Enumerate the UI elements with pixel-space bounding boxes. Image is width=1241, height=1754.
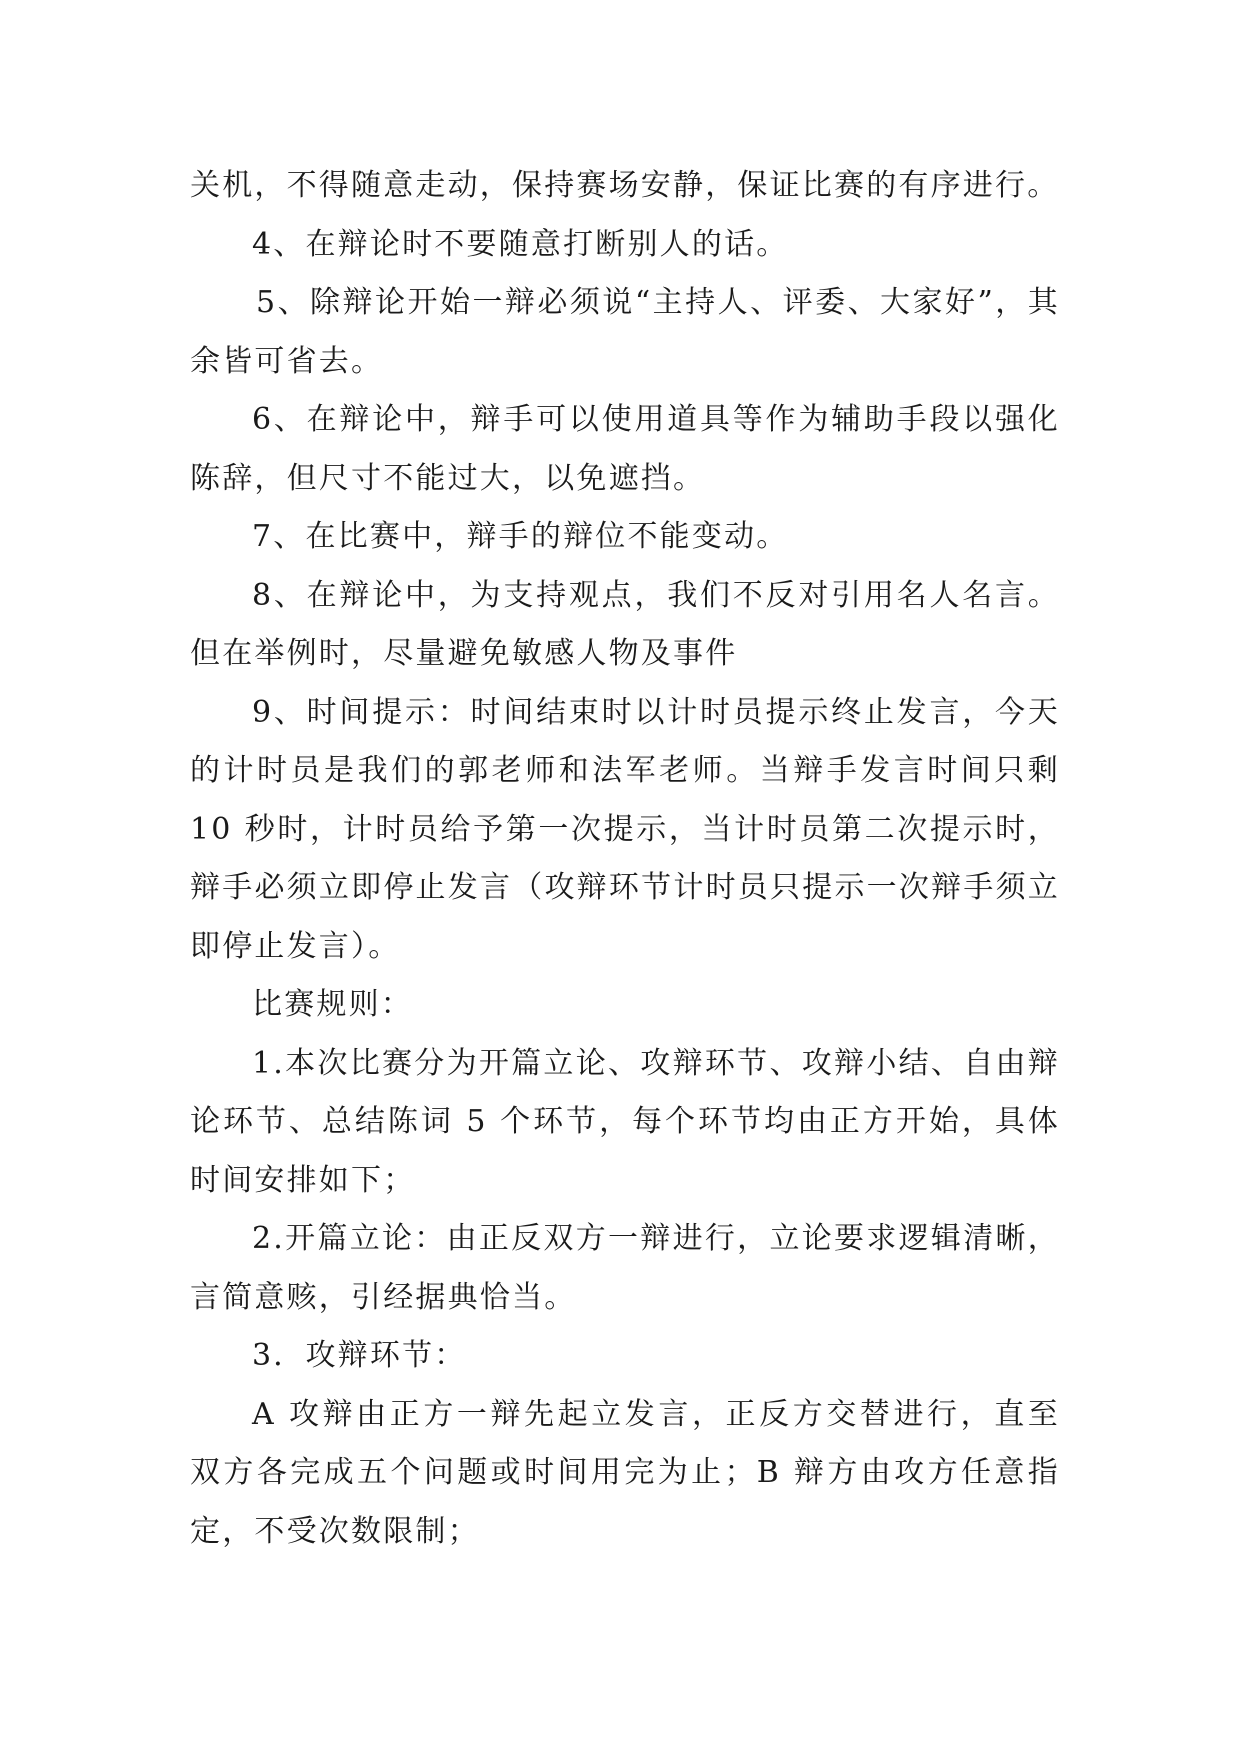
paragraph-competition-rule-2: 2.开篇立论：由正反双方一辩进行，立论要求逻辑清晰，言简意赅，引经据典恰当。	[190, 1221, 1060, 1315]
paragraph-cross-examination: A 攻辩由正方一辩先起立发言，正反方交替进行，直至双方各完成五个问题或时间用完为止；B 辩方由攻方任意指定，不受次数限制；	[190, 1396, 1060, 1549]
paragraph-rule-8: 8、在辩论中，为支持观点，我们不反对引用名人名言。但在举例时，尽量避免敏感人物及事件	[190, 577, 1060, 671]
paragraph-continuation: 关机，不得随意走动，保持赛场安静，保证比赛的有序进行。	[190, 168, 1060, 203]
paragraph-rule-7: 7、在比赛中，辩手的辩位不能变动。	[252, 519, 789, 554]
paragraph-competition-rule-1: 1.本次比赛分为开篇立论、攻辩环节、攻辩小结、自由辩论环节、总结陈词 5 个环节，每个环节均由正方开始，具体时间安排如下；	[190, 1045, 1060, 1198]
section-heading-competition-rules: 比赛规则：	[252, 987, 413, 1022]
paragraph-rule-6: 6、在辩论中，辩手可以使用道具等作为辅助手段以强化陈辞，但尺寸不能过大，以免遮挡。	[190, 402, 1060, 496]
document-body	[190, 157, 1060, 1561]
paragraph-rule-4: 4、在辩论时不要随意打断别人的话。	[252, 226, 789, 262]
paragraph-rule-9: 9、时间提示：时间结束时以计时员提示终止发言，今天的计时员是我们的郭老师和法军老师。当辩手发言时间只剩 10 秒时，计时员给予第一次提示，当计时员第二次提示时，辩手必须立即停止发言（攻辩环节计时员只提示一次辩手须立即停止发言）。	[190, 694, 1060, 964]
paragraph-rule-5: 5、除辩论开始一辩必须说“主持人、评委、大家好”，其余皆可省去。	[190, 285, 1060, 379]
paragraph-competition-rule-3: 3．攻辩环节：	[252, 1338, 467, 1373]
